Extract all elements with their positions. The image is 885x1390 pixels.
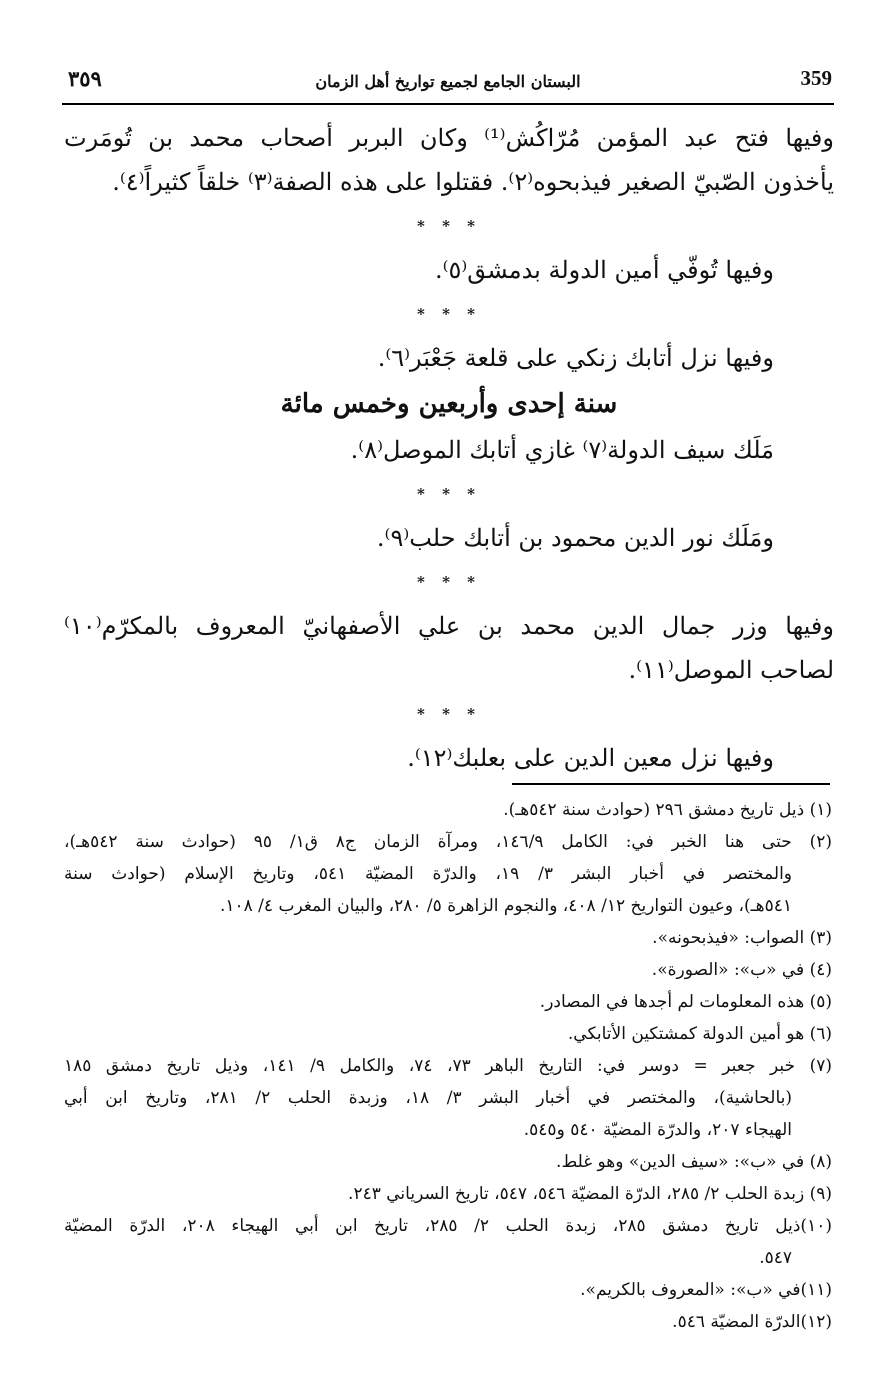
footnote-1: (١) ذيل تاريخ دمشق ٢٩٦ (حوادث سنة ٥٤٢هـ).: [503, 800, 832, 820]
footnote-4: (٤) في «ب»: «الصورة».: [651, 960, 832, 980]
footnote-11: (١١)في «ب»: «المعروف بالكريم».: [580, 1280, 832, 1300]
paragraph-line: وفيها فتح عبد المؤمن مُرّاكُش⁽¹⁾ وكان البربر أصحاب محمد بن تُومَرت: [64, 124, 834, 152]
footnote-2: (٢) حتى هنا الخبر في: الكامل ١٤٦/٩، ومرآة الزمان ج٨ ق١/ ٩٥ (حوادث سنة ٥٤٢هـ)،: [64, 832, 833, 852]
page-number-arabic: ٣٥٩: [68, 66, 102, 91]
main-text: [64, 116, 834, 780]
section-separator: * * *: [417, 705, 481, 723]
paragraph-line: لصاحب الموصل⁽١١⁾.: [628, 656, 834, 684]
footnote-7-continued: الهيجاء ٢٠٧، والدرّة المضيّة ٥٤٠ و٥٤٥.: [523, 1120, 792, 1140]
running-header: [62, 58, 834, 104]
footnote-2-continued: والمختصر في أخبار البشر ٣/ ١٩، والدرّة المضيّة ٥٤١، وتاريخ الإسلام (حوادث سنة: [64, 864, 792, 884]
section-separator: * * *: [417, 573, 481, 591]
running-title: البستان الجامع لجميع تواريخ أهل الزمان: [315, 72, 581, 91]
footnote-10-continued: ٥٤٧.: [759, 1248, 792, 1268]
paragraph-line: يأخذون الصّبيّ الصغير فيذبحوه⁽٢⁾. فقتلوا على هذه الصفة⁽٣⁾ خلقاً كثيراً⁽٤⁾.: [112, 168, 834, 196]
footnote-3: (٣) الصواب: «فيذبحونه».: [652, 928, 832, 948]
paragraph-line: ومَلَك نور الدين محمود بن أتابك حلب⁽٩⁾.: [376, 524, 774, 552]
paragraph-line: وفيها نزل أتابك زنكي على قلعة جَعْبَر⁽٦⁾.: [377, 344, 774, 372]
paragraph-line: مَلَك سيف الدولة⁽٧⁾ غازي أتابك الموصل⁽٨⁾.: [350, 436, 774, 464]
footnote-7: (٧) خبر جعبر = دوسر في: التاريخ الباهر ٧٣، ٧٤، والكامل ٩/ ١٤١، وذيل تاريخ دمشق ١٨٥: [64, 1056, 832, 1076]
footnote-5: (٥) هذه المعلومات لم أجدها في المصادر.: [539, 992, 832, 1012]
footnote-7-continued: (بالحاشية)، والمختصر في أخبار البشر ٣/ ١٨، وزبدة الحلب ٢/ ٢٨١، وتاريخ ابن أبي: [64, 1088, 792, 1108]
footnote-10: (١٠)ذيل تاريخ دمشق ٢٨٥، زبدة الحلب ٢/ ٢٨٥، تاريخ ابن أبي الهيجاء ٢٠٨، الدرّة المضيّة: [64, 1216, 832, 1236]
header-rule: [62, 103, 834, 105]
footnote-separator: [512, 783, 830, 785]
footnote-2-continued: ٥٤١هـ)، وعيون التواريخ ١٢/ ٤٠٨، والنجوم الزاهرة ٥/ ٢٨٠، والبيان المغرب ٤/ ١٠٨.: [219, 896, 792, 916]
section-separator: * * *: [417, 217, 481, 235]
paragraph-line: وفيها تُوفّي أمين الدولة بدمشق⁽٥⁾.: [434, 256, 774, 284]
footnote-9: (٩) زبدة الحلب ٢/ ٢٨٥، الدرّة المضيّة ٥٤٦، ٥٤٧، تاريخ السرياني ٢٤٣.: [348, 1184, 832, 1204]
footnote-12: (١٢)الدرّة المضيّة ٥٤٦.: [672, 1312, 832, 1332]
year-heading: سنة إحدى وأربعين وخمس مائة: [280, 389, 618, 419]
section-separator: * * *: [417, 305, 481, 323]
section-separator: * * *: [417, 485, 481, 503]
footnote-8: (٨) في «ب»: «سيف الدين» وهو غلط.: [556, 1152, 832, 1172]
paragraph-line: وفيها نزل معين الدين على بعلبك⁽١٢⁾.: [407, 744, 774, 772]
page-number-latin: 359: [800, 66, 832, 90]
footnote-6: (٦) هو أمين الدولة كمشتكين الأتابكي.: [567, 1024, 832, 1044]
paragraph-line: وفيها وزر جمال الدين محمد بن علي الأصفهانيّ المعروف بالمكرّم⁽١٠⁾: [64, 612, 834, 640]
footnotes: [64, 794, 832, 1338]
